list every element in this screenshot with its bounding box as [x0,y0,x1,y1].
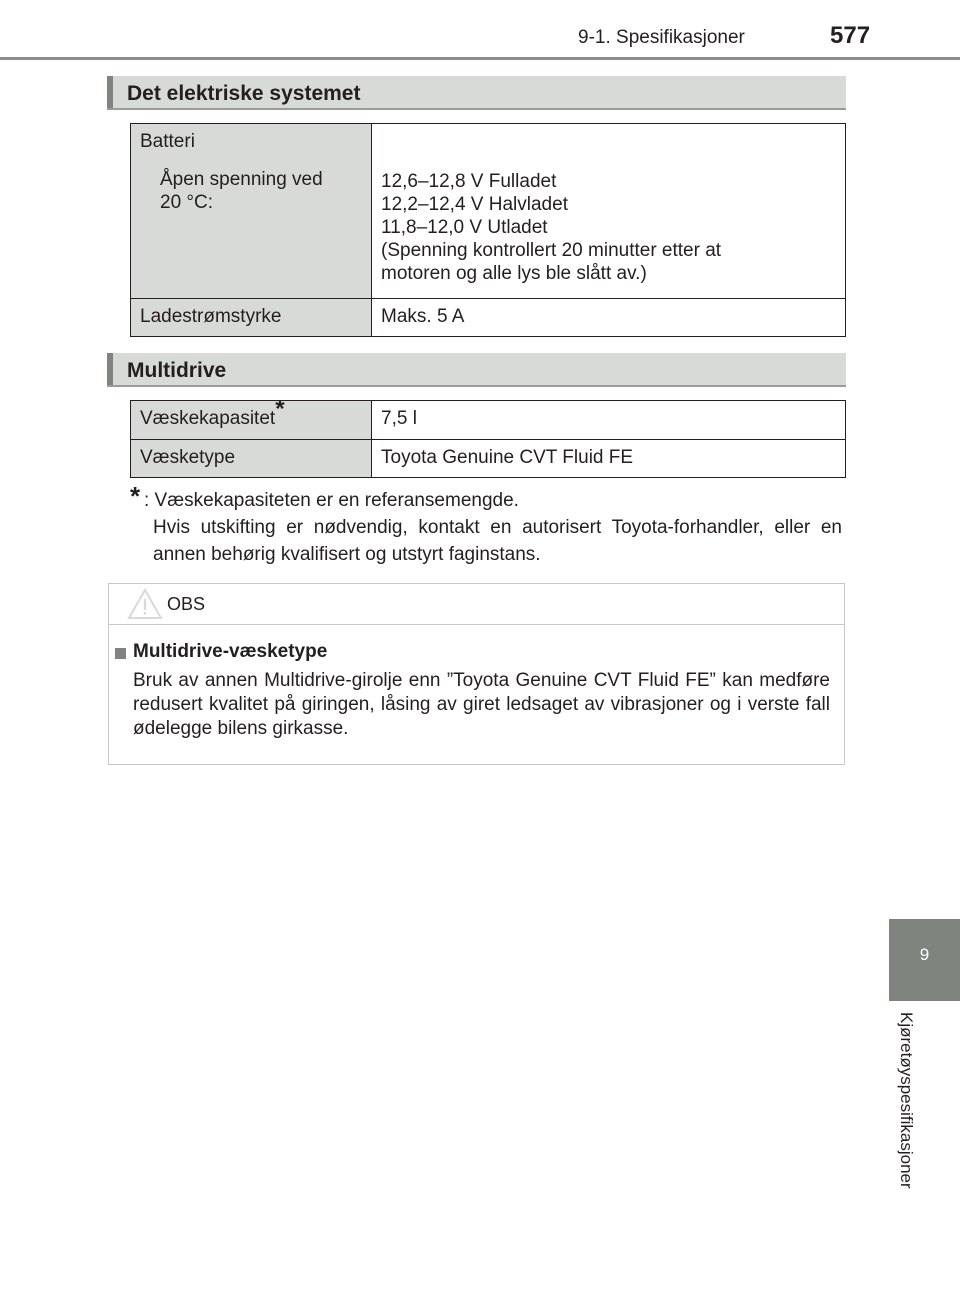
table-row [131,299,846,337]
voltage-line: 11,8–12,0 V Utladet [381,217,548,238]
section-heading-multidrive [107,353,846,387]
page-number: 577 [830,22,871,49]
charge-value-cell [372,299,846,337]
obs-header [109,584,844,625]
voltage-note: (Spenning kontrollert 20 minutter etter at motoren og alle lys ble slått av.) [381,240,722,284]
capacity-label: Væskekapasitet [140,408,276,429]
chapter-label: Kjøretøyspesifikasjoner [897,1012,916,1189]
battery-label: Batteri [140,131,195,152]
charge-label-cell [131,299,372,337]
obs-body: Bruk av annen Multidrive-girolje enn ”Toyota Genuine CVT Fluid FE” kan medføre redusert kvalitet på giringen, låsing av giret ledsaget av vibrasjoner og i verste fall ødelegge bilens girkasse. [133,670,830,739]
fluid-type-label: Væsketype [140,447,236,468]
fluid-type-value-cell [372,440,846,478]
multidrive-spec-table [130,395,846,478]
chapter-number: 9 [919,945,930,964]
bullet-square-icon [115,648,126,659]
obs-notice-box [108,583,845,765]
footnote-marker: * [275,395,285,423]
warning-triangle-icon [127,588,163,620]
footnote-star: * [130,481,141,511]
electrical-spec-table [130,123,846,337]
battery-value-cell [372,124,846,299]
table-row [131,401,846,440]
voltage-label: Åpen spenning ved 20 °C: [160,169,323,213]
chapter-tab [889,919,960,1001]
section-heading-electrical [107,76,846,110]
voltage-line: 12,6–12,8 V Fulladet [381,171,557,192]
battery-label-cell [131,124,372,299]
header-divider [0,57,960,60]
footnote-detail: Hvis utskifting er nødvendig, kontakt en autorisert Toyota-forhandler, eller en annen behørig kvalifisert og utstyrt faginstans. [153,517,842,565]
fluid-type-value: Toyota Genuine CVT Fluid FE [381,447,634,468]
charge-value: Maks. 5 A [381,306,465,327]
capacity-value: 7,5 l [381,408,417,429]
charge-label: Ladestrømstyrke [140,306,282,327]
section-heading-text: Det elektriske systemet [127,82,361,105]
section-heading-text: Multidrive [127,359,227,382]
section-title: 9-1. Spesifikasjoner [578,27,745,48]
footnote-line: : Væskekapasiteten er en referansemengde. [144,490,519,511]
heading-accent-bar [107,76,113,108]
capacity-label-cell [131,395,372,440]
obs-label: OBS [167,594,206,614]
capacity-value-cell [372,401,846,440]
heading-accent-bar [107,353,113,385]
table-row [131,440,846,478]
fluid-type-label-cell [131,440,372,478]
footnote [130,481,842,568]
obs-subtitle: Multidrive-væsketype [133,641,328,662]
table-row [131,124,846,299]
voltage-line: 12,2–12,4 V Halvladet [381,194,568,215]
chapter-label-container [896,1012,926,1222]
